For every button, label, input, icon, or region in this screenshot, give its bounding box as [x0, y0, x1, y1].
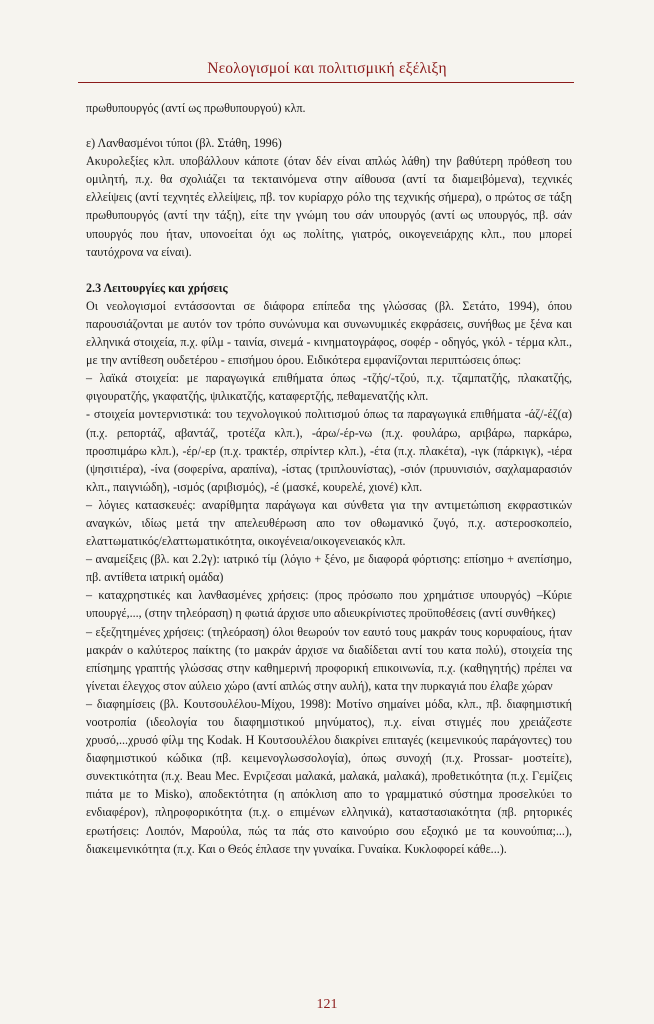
page-number: 121 — [316, 997, 338, 1012]
paragraph-continuation: πρωθυπουργός (αντί ως πρωθυπουργού) κλπ. — [86, 101, 306, 115]
list-item-exezitimenes: – εξεζητημένες χρήσεις: (τηλεόραση) όλοι θεωρούν τον εαυτό τους μακράν τους κορυφαίους, ήταν μακράν ο καλύτερος παίκτης (το μακράν άρχισε να διαδίδεται αντί του κατα πολύ), στοιχεία της επίσημης γραπτής γλώσσας στην καθημερινή προφορική επικοινωνία, π.χ. (καθηγητής) πρέπει να γίνεται έλεγχος στον αύλειο χώρο (αντί απλώς στην αυλή), κατα την πυρκαγιά που έλαβε χώραν — [86, 624, 572, 693]
header-rule — [78, 82, 574, 83]
body-text — [86, 99, 572, 858]
paragraph-intro: Οι νεολογισμοί εντάσσονται σε διάφορα επίπεδα της γλώσσας (βλ. Σετάτο, 1994), όπου παρουσιάζονται με αυτόν τον τρόπο συνώνυμα και συνωνυμικές εκφράσεις, συνήθως με ξένα και ελληνικά στοιχεία, π.χ. φίλμ - ταινία, σινεμά - κινηματογράφος, σοφέρ - οδηγός, γκόλ - τέρμα κλπ., με την αντίθεση ουδετέρου - επισήμου όρου. Ειδικότερα εμφανίζονται περιπτώσεις όπως: — [86, 298, 572, 368]
section-heading-2-3: 2.3 Λειτουργίες και χρήσεις — [86, 280, 228, 295]
list-item-laika: – λαϊκά στοιχεία: με παραγωγικά επιθήματα όπως -τζής/-τζού, π.χ. τζαμπατζής, πλακατζής, φιγουρατζής, γκαφατζής, ψιλικατζής, καταφερτζής, πεθαμενατζής κλπ. — [86, 371, 572, 404]
list-item-monternistika: - στοιχεία μοντερνιστικά: του τεχνολογικού πολιτισμού όπως τα παραγωγικά επιθήματα -άζ/-έζ(α) (π.χ. ρεπορτάζ, αβαντάζ, τροτέζα κλπ.), -άρω/-έρ-νω (π.χ. φουλάρω, αριβάρω, παρκάρω, προσπιμάρω κλπ.), -έρ/-ερ (π.χ. τρακτέρ, σπρίντερ κλπ.), -έτα (π.χ. πλακέτα), -ιγκ (πάρκιγκ), -ιέρα (ψησιτιέρα), -ίνα (σοφερίνα, αραπίνα), -ίστας (τριπλουνίστας), -σιόν (πρυυνισιόν, σαχλαμαρασιόν κλπ., παιγνιώδη), -ισμός (αριβισμός), -έ (μασκέ, κουρελέ, χιονέ) κλπ. — [86, 407, 572, 494]
subsection-heading-e: ε) Λανθασμένοι τύποι (βλ. Στάθη, 1996) — [86, 136, 282, 151]
list-item-diafimiseis: – διαφημίσεις (βλ. Κουτσουλέλου-Μίχου, 1998): Μοτίνο σημαίνει μόδα, κλπ., πβ. διαφημιστική νοοτροπία (ιδεολογία του διαφημιστικού μηνύματος), π.χ. είναι στιγμές που χρειάζεστε χρυσό,...χρυσό φίλμ της Kodak. Η Κουτσουλέλου διακρίνει επιταγές (κειμενικούς παράγοντες) του διαφημιστικού κώδικα (πβ. κειμενογλωσσολογία), όπως συνοχή (π.χ. Prossar- μοστείτε), συνεκτικότητα (π.χ. Beau Mec. Ενριζεσαι μαλακά, μαλακά, μαλακά), προθετικότητα (π.χ. Γεμίζεις πιάτα με το Misko), αποδεκτότητα (η απόκλιση απο το γραμματικό σύστημα προσελκύει το ενδιαφέρον), πληροφορικότητα (π.χ. ο επιμένων ελληνικά), καταστασιακότητα (πβ. ρητορικές ερωτήσεις: Λοιπόν, Μαρούλα, πώς τα πάς στο καινούριο σου εξοχικό με τα κουνούπια;...), διακειμενικότητα (π.χ. Και ο Θεός έπλασε την γυναίκα. Γυναίκα. Κυκλοφορεί κάθε...). — [86, 696, 572, 856]
list-item-anamixeis: – αναμείξεις (βλ. και 2.2γ): ιατρικό τίμ (λόγιο + ξένο, με διαφορά φόρτισης: επίσημο + ανεπίσημο, πβ. αντίθετα ιατρική ομάδα) — [86, 552, 572, 585]
paragraph-akyrolexies: Ακυρολεξίες κλπ. υποβάλλουν κάποτε (όταν δέν είναι απλώς λάθη) την βαθύτερη πρόθεση του ομιλητή, π.χ. θα σχολιάζει τα τεκταινόμενα στην αίθουσα (αντί τα διαμειβόμενα), τεχνικές ελλείψεις (αντί τεχνητές ελλείψεις, πβ. τον κυρίαρχο ρόλο της τεχνικής σήμερα), ο πρώτος σε τάξη πρωθυπουργός (αντί την τάξη), είτε την γνώμη του σάν υπουργός (αντί ως υπουργός, πβ. σάν υπουργός που ήταν, υπονοείται όχι ως πολίτης, γιατρός, οικογενειάρχης κλπ., που μπορεί ταυτόχρονα να είναι). — [86, 154, 572, 259]
list-item-katachristikes: – καταχρηστικές και λανθασμένες χρήσεις: (προς πρόσωπο που χρημάτισε υπουργός) –Κύριε υπουργέ,..., (στην τηλεόραση) η φωτιά άρχισε υπο αδιευκρίνιστες προϋποθέσεις (αντί συνθήκες) — [86, 588, 572, 621]
list-item-logies: – λόγιες κατασκευές: αναρίθμητα παράγωγα και σύνθετα για την αντιμετώπιση εκφραστικών αναγκών, ιδίως μετά την απελευθέρωση απο τον οθωμανικό ζυγό, π.χ. αστεροσκοπείο, ελαττωματικός/ελαττωματικότητα, οικογένεια/οικογενειακός κλπ. — [86, 497, 572, 549]
running-header: Νεολογισμοί και πολιτισμική εξέλιξη — [207, 60, 447, 77]
